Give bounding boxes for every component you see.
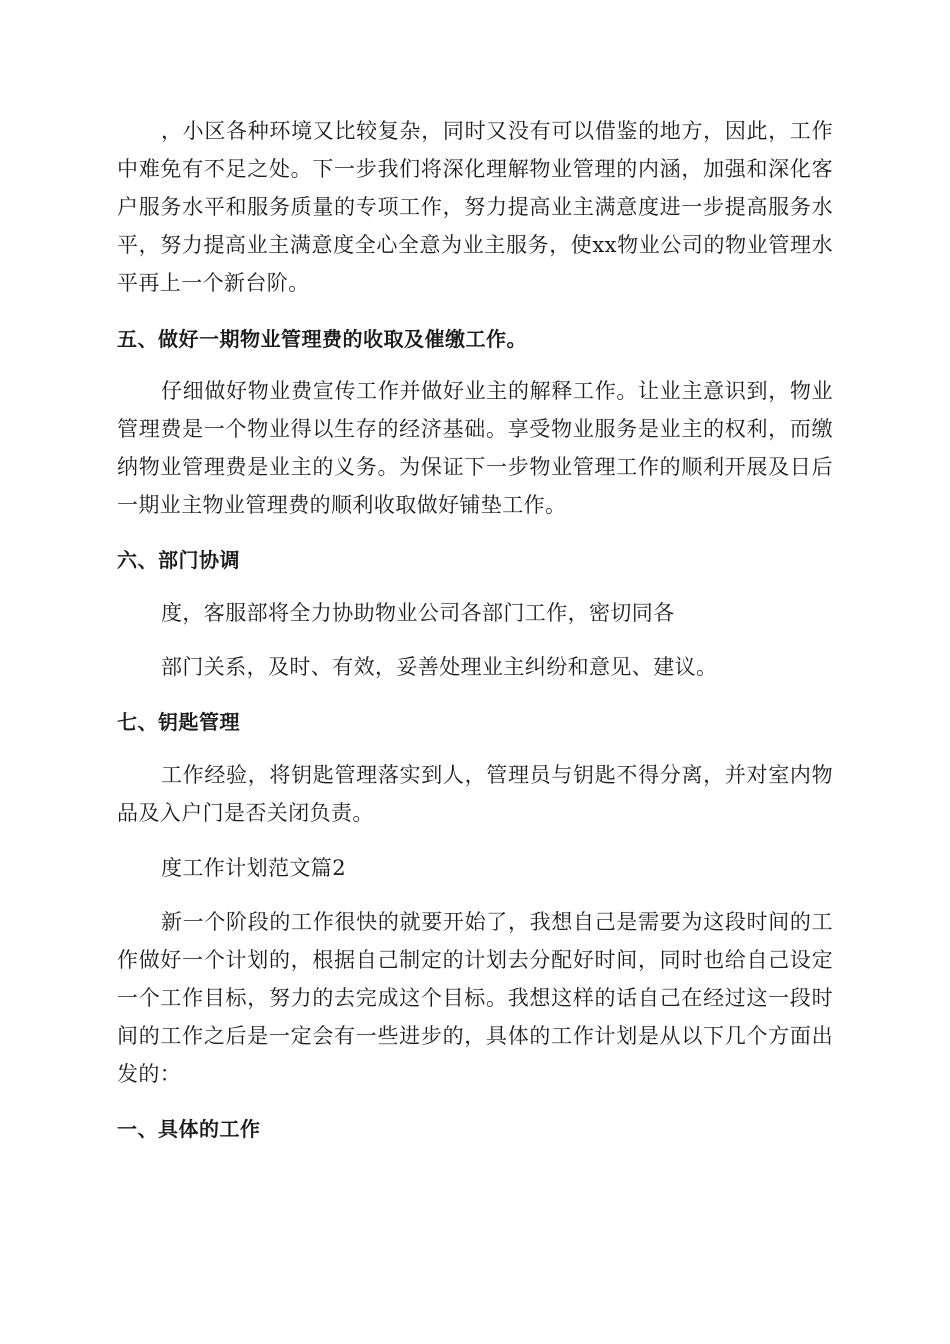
- paragraph-sample-title: 度工作计划范文篇2: [161, 856, 346, 880]
- paragraph-property-management-summary: ，小区各种环境又比较复杂，同时又没有可以借鉴的地方，因此，工作中难免有不足之处。下一步我们将深化理解物业管理的内涵，加强和深化客户服务水平和服务质量的专项工作，努力提高业主满意度进一步提高服务水平，努力提高业主满意度全心全意为业主服务，使xx物业公司的物业管理水平再上一个新台阶。: [117, 119, 833, 295]
- paragraph-new-stage-plan: 新一个阶段的工作很快的就要开始了，我想自己是需要为这段时间的工作做好一个计划的，根据自己制定的计划去分配好时间，同时也给自己设定一个工作目标，努力的去完成这个目标。我想这样的话自己在经过这一段时间的工作之后是一定会有一些进步的，具体的工作计划是从以下几个方面出发的：: [117, 910, 833, 1086]
- heading-section-seven: 七、钥匙管理: [117, 710, 240, 734]
- paragraph-fee-collection: 仔细做好物业费宣传工作并做好业主的解释工作。让业主意识到，物业管理费是一个物业得以生存的经济基础。享受物业服务是业主的权利，而缴纳物业管理费是业主的义务。为保证下一步物业管理工作的顺利开展及日后一期业主物业管理费的顺利收取做好铺垫工作。: [117, 379, 833, 517]
- heading-section-one: 一、具体的工作: [117, 1117, 261, 1141]
- heading-section-six: 六、部门协调: [117, 548, 240, 572]
- paragraph-department-coordination-line1: 度，客服部将全力协助物业公司各部门工作，密切同各: [161, 601, 675, 625]
- paragraph-key-management: 工作经验，将钥匙管理落实到人，管理员与钥匙不得分离，并对室内物品及入户门是否关闭负责。: [117, 763, 833, 825]
- paragraph-department-coordination-line2: 部门关系，及时、有效，妥善处理业主纠纷和意见、建议。: [161, 655, 718, 679]
- heading-section-five: 五、做好一期物业管理费的收取及催缴工作。: [117, 327, 527, 351]
